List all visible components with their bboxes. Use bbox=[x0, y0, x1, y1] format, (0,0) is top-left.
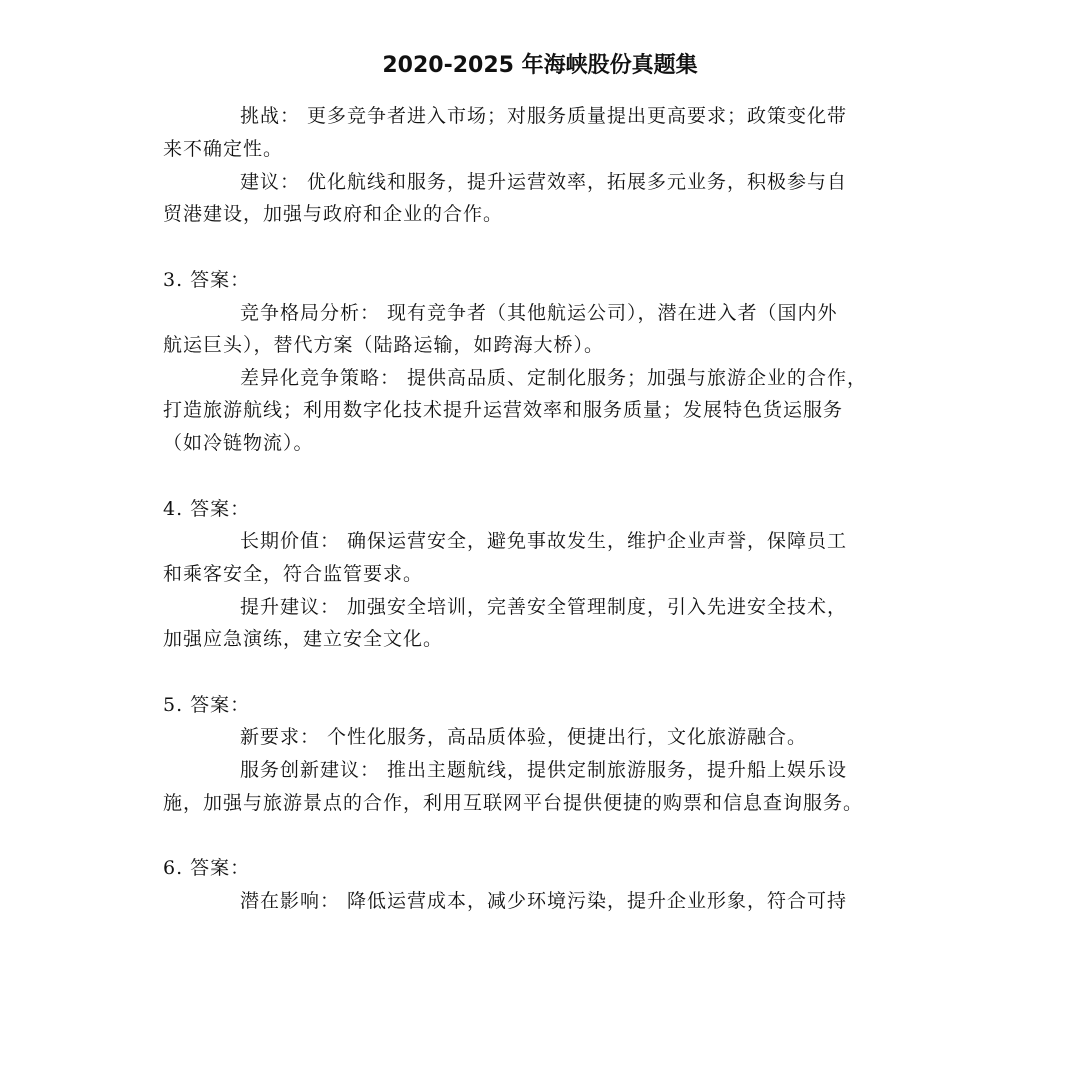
paragraph-line: 贸港建设，加强与政府和企业的合作。 bbox=[163, 203, 504, 225]
paragraph-line: 打造旅游航线；利用数字化技术提升运营效率和服务质量；发展特色货运服务 bbox=[163, 399, 844, 421]
paragraph-line: 来不确定性。 bbox=[163, 138, 284, 160]
paragraph-line: 差异化竞争策略： 提供高品质、定制化服务；加强与旅游企业的合作， bbox=[240, 367, 868, 389]
paragraph-line: 和乘客安全，符合监管要求。 bbox=[163, 563, 424, 585]
paragraph-line: 挑战： 更多竞争者进入市场；对服务质量提出更高要求；政策变化带 bbox=[240, 105, 848, 127]
paragraph-line: 提升建议： 加强安全培训，完善安全管理制度，引入先进安全技术， bbox=[240, 596, 848, 618]
section-heading: 3. 答案： bbox=[163, 269, 251, 291]
paragraph-line: 施，加强与旅游景点的合作，利用互联网平台提供便捷的购票和信息查询服务。 bbox=[163, 792, 864, 814]
paragraph-line: 服务创新建议： 推出主题航线，提供定制旅游服务，提升船上娱乐设 bbox=[240, 759, 848, 781]
paragraph-line: 新要求： 个性化服务，高品质体验，便捷出行，文化旅游融合。 bbox=[240, 726, 808, 748]
paragraph-line: 航运巨头），替代方案（陆路运输，如跨海大桥）。 bbox=[163, 334, 605, 356]
paragraph-line: 长期价值： 确保运营安全，避免事故发生，维护企业声誉，保障员工 bbox=[240, 530, 848, 552]
paragraph-line: 加强应急演练，建立安全文化。 bbox=[163, 628, 444, 650]
paragraph-line: 竞争格局分析： 现有竞争者（其他航运公司），潜在进入者（国内外 bbox=[240, 302, 838, 324]
paragraph-line: 潜在影响： 降低运营成本，减少环境污染，提升企业形象，符合可持 bbox=[240, 890, 848, 912]
page-title: 2020-2025 年海峡股份真题集 bbox=[382, 53, 698, 78]
paragraph-line: 建议： 优化航线和服务，提升运营效率，拓展多元业务，积极参与自 bbox=[240, 171, 848, 193]
paragraph-line: （如冷链物流）。 bbox=[163, 432, 314, 454]
section-heading: 6. 答案： bbox=[163, 857, 251, 879]
section-heading: 5. 答案： bbox=[163, 694, 251, 716]
section-heading: 4. 答案： bbox=[163, 498, 251, 520]
